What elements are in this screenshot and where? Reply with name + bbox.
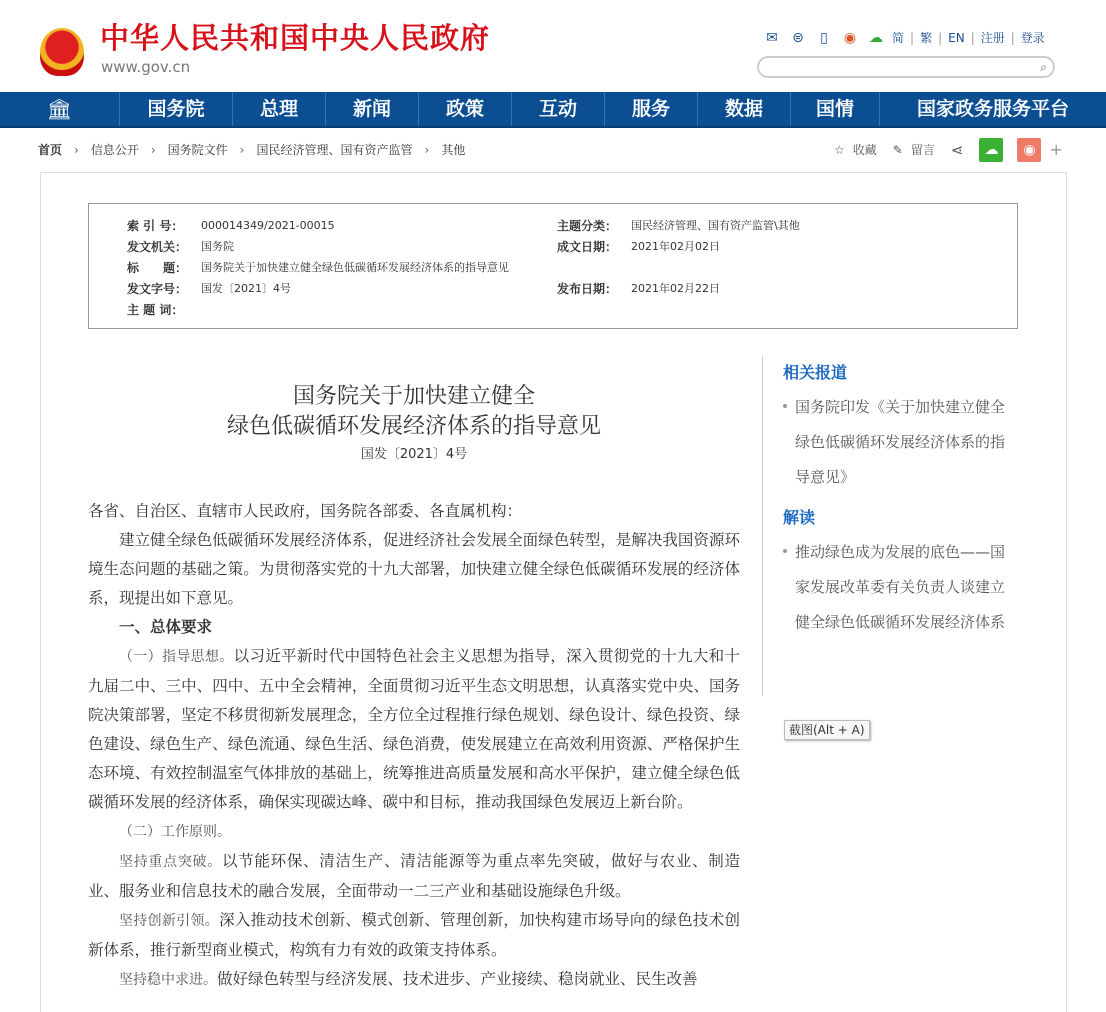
site-url: www.gov.cn [101,58,191,76]
main-nav [0,92,1106,128]
comment-button[interactable]: 留言 [910,143,935,157]
label: 主题分类： [557,219,618,233]
paragraph-lead: （一）指导思想。 [119,649,234,665]
article-doc-number: 国发〔2021〕4号 [360,447,468,462]
paragraph-lead: 坚持重点突破。 [119,854,222,870]
weibo-share-icon[interactable]: ◉ [1017,138,1041,162]
paragraph [88,847,740,906]
site-title[interactable]: 中华人民共和国中央人民政府 [100,21,491,55]
share-tools [834,138,1063,162]
paragraph-lead: 坚持创新引领。 [119,913,220,929]
search-icon[interactable]: ⌕ [1040,60,1047,74]
star-icon[interactable]: ☆ [834,143,845,157]
more-share-button[interactable]: + [1049,140,1063,159]
publish-date: 2021年02月22日 [631,282,720,295]
paragraph: 建立健全绿色低碳循环发展经济体系，促进经济社会发展全面绿色转型，是解决我国资源环境生态问题的基础之策。为贯彻落实党的十九大部署，加快建立健全绿色低碳循环发展的经济体系，现提出如下意见。 [88,531,740,607]
nav-item[interactable]: 服务 [605,92,698,126]
top-links: ✉ ⊜ ▯ ◉ ☁ 简 | 繁 | EN | 注册 | 登录 [762,28,1045,48]
breadcrumb: 首页 › 信息公开 › 国务院文件 › 国民经济管理、国有资产监管 › 其他 [38,143,466,157]
paragraph [88,817,740,847]
label: 发文字号： [127,282,188,296]
weibo-icon[interactable]: ◉ [843,30,857,46]
paragraph [88,906,740,965]
label: 发布日期： [557,282,618,296]
related-reports-heading: 相关报道 [783,363,848,382]
nav-item[interactable]: 政策 [419,92,512,126]
paragraph-text: 以习近平新时代中国特色社会主义思想为指导，深入贯彻党的十九大和十九届二中、三中、四中、五中全会精神，全面贯彻习近平生态文明思想，认真落实党中央、国务院决策部署，坚定不移贯彻新发展理念，全方位全过程推行绿色规划、绿色设计、绿色投资、绿色建设、绿色生产、绿色流通、绿色生活、绿色消费，使发展建立在高效利用资源、严格保护生态环境、有效控制温室气体排放的基础上，统筹推进高质量发展和高水平保护，建立健全绿色低碳循环发展的经济体系，确保实现碳达峰、碳中和目标，推动我国绿色发展迈上新台阶。 [88,647,740,811]
written-date: 2021年02月02日 [631,240,720,253]
salutation: 各省、自治区、直辖市人民政府，国务院各部委、各直属机构： [88,502,523,520]
nav-item[interactable]: 互动 [512,92,605,126]
issuer: 国务院 [201,240,234,253]
label: 索 引 号： [127,219,184,233]
paragraph [88,642,740,817]
mail-icon[interactable]: ✉ [766,30,778,46]
title-line: 国务院关于加快建立健全 [292,384,535,409]
screenshot-tooltip: 截图(Alt + A) [784,720,870,740]
category: 国民经济管理、国有资产监管\其他 [631,219,800,232]
label: 主 题 词： [127,303,184,317]
section-heading: 一、总体要求 [119,618,213,636]
home-building-icon[interactable]: 🏛 [0,92,120,126]
breadcrumb-item[interactable]: 信息公开 [90,143,139,157]
national-emblem-logo[interactable] [40,28,84,76]
mobile-icon[interactable]: ▯ [820,30,828,46]
interpretation-heading: 解读 [783,508,816,527]
paragraph-lead: 坚持稳中求进。 [119,972,217,988]
link-simplified[interactable]: 简 [892,31,905,45]
article-title [88,382,740,442]
related-report-link[interactable]: 国务院印发《关于加快建立健全绿色低碳循环发展经济体系的指导意见》 [783,390,1013,495]
link-english[interactable]: EN [948,31,965,45]
rss-icon[interactable]: ⊜ [792,30,804,46]
doc-title: 国务院关于加快建立健全绿色低碳循环发展经济体系的指导意见 [201,261,509,274]
site-header [0,0,1106,92]
sidebar [762,356,1022,696]
share-icon[interactable]: ⋖ [950,141,964,159]
wechat-icon[interactable]: ☁ [869,30,883,46]
doc-number: 国发〔2021〕4号 [201,282,291,295]
link-traditional[interactable]: 繁 [920,31,933,45]
link-login[interactable]: 登录 [1020,31,1045,45]
nav-item[interactable]: 新闻 [326,92,419,126]
link-register[interactable]: 注册 [980,31,1005,45]
favorite-button[interactable]: 收藏 [852,143,877,157]
search-input[interactable] [757,56,1055,78]
paragraph-lead: （二）工作原则。 [119,824,231,840]
article-body [88,497,740,995]
wechat-share-icon[interactable]: ☁ [979,138,1003,162]
label: 标 题： [127,261,188,275]
paragraph-text: 以节能环保、清洁生产、清洁能源等为重点率先突破，做好与农业、制造业、服务业和信息技术的融合发展，全面带动一二三产业和基础设施绿色升级。 [88,852,741,900]
nav-item[interactable]: 国家政务服务平台 [916,98,1069,120]
index-number: 000014349/2021-00015 [201,219,335,232]
nav-item[interactable]: 国务院 [120,92,233,126]
label: 成文日期： [557,240,618,254]
document-info-box [88,203,1018,329]
nav-item[interactable]: 国情 [791,92,880,126]
paragraph-text: 深入推动技术创新、模式创新、管理创新，加快构建市场导向的绿色技术创新体系，推行新型商业模式，构筑有力有效的政策支持体系。 [88,911,740,959]
nav-item[interactable]: 数据 [698,92,791,126]
title-line: 绿色低碳循环发展经济体系的指导意见 [226,414,601,439]
paragraph [88,965,740,995]
nav-item[interactable]: 总理 [233,92,326,126]
label: 发文机关： [127,240,188,254]
breadcrumb-home[interactable]: 首页 [38,143,63,157]
breadcrumb-current: 其他 [441,143,466,157]
paragraph-text: 做好绿色转型与经济发展、技术进步、产业接续、稳岗就业、民生改善 [217,970,698,988]
breadcrumb-item[interactable]: 国务院文件 [167,143,228,157]
pencil-icon[interactable]: ✎ [892,143,903,157]
breadcrumb-item[interactable]: 国民经济管理、国有资产监管 [256,143,413,157]
interpretation-link[interactable]: 推动绿色成为发展的底色——国家发展改革委有关负责人谈建立健全绿色低碳循环发展经济体系 [783,535,1013,640]
